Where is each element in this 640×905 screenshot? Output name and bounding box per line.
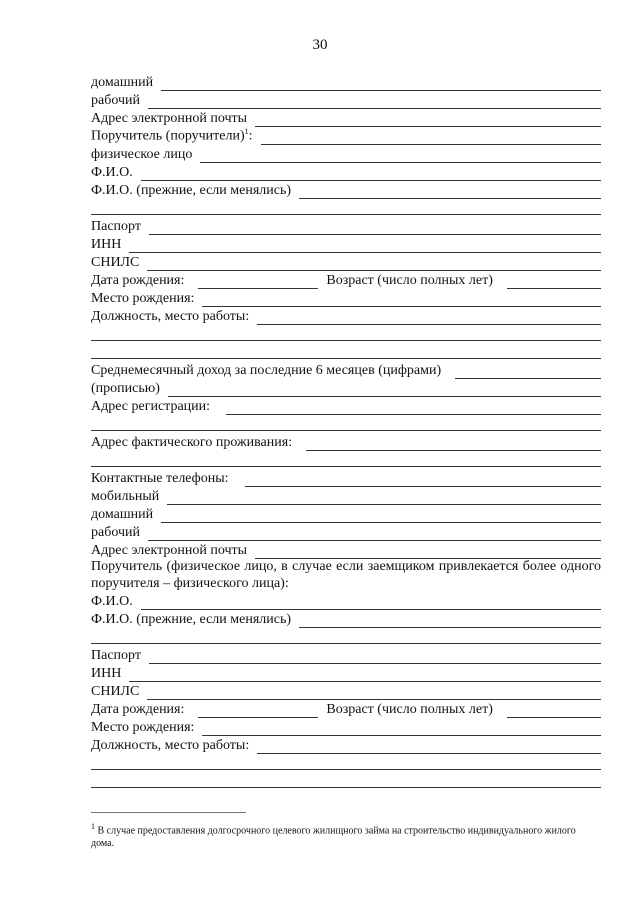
mobile-phone-label: мобильный — [91, 489, 160, 504]
passport-field[interactable] — [149, 222, 601, 235]
passport-label: Паспорт — [91, 219, 141, 234]
guarantors-row — [91, 128, 601, 145]
work-phone-field[interactable] — [148, 96, 601, 109]
income-digits-row — [91, 362, 601, 379]
guarantors-label-colon: : — [248, 129, 253, 144]
age-label-2: Возраст (число полных лет) — [326, 702, 493, 717]
birth-place-field-2[interactable] — [202, 723, 601, 736]
mobile-phone-field[interactable] — [167, 492, 601, 505]
fio-field-2[interactable] — [141, 597, 601, 610]
passport-row — [91, 218, 601, 235]
blank-line[interactable] — [91, 643, 601, 644]
birth-place-label-2: Место рождения: — [91, 720, 195, 735]
reg-address-field[interactable] — [226, 402, 601, 415]
snils-label-2: СНИЛС — [91, 684, 140, 699]
actual-address-label: Адрес фактического проживания: — [91, 435, 293, 450]
fio-label-2: Ф.И.О. — [91, 594, 133, 609]
home-phone-label-2: домашний — [91, 507, 154, 522]
blank-line[interactable] — [91, 787, 601, 788]
fio-row — [91, 164, 601, 181]
individual-label: физическое лицо — [91, 147, 193, 162]
birth-age-row — [91, 272, 601, 289]
footnote — [91, 820, 591, 850]
blank-line[interactable] — [91, 466, 601, 467]
footnote-text: В случае предоставления долгосрочного целевого жилищного займа на строительство индивидуального жилого дома. — [91, 825, 576, 850]
income-digits-field[interactable] — [455, 366, 601, 379]
income-digits-label: Среднемесячный доход за последние 6 месяцев (цифрами) — [91, 363, 442, 378]
footnote-ref: 1 — [244, 127, 249, 137]
age-field-2[interactable] — [507, 705, 601, 718]
home-phone-row — [91, 74, 601, 91]
position-field-2[interactable] — [257, 741, 601, 754]
birth-place-row-2 — [91, 719, 601, 736]
phones-row — [91, 470, 601, 487]
birth-date-label-2: Дата рождения: — [91, 702, 185, 717]
footnote-mark: 1 — [91, 822, 95, 831]
position-row — [91, 308, 601, 325]
mobile-phone-row — [91, 488, 601, 505]
blank-line[interactable] — [91, 214, 601, 215]
snils-row — [91, 254, 601, 271]
position-row-2 — [91, 737, 601, 754]
age-label: Возраст (число полных лет) — [326, 273, 493, 288]
age-field[interactable] — [507, 276, 601, 289]
home-phone-field-2[interactable] — [161, 510, 601, 523]
income-words-field[interactable] — [168, 384, 601, 397]
position-field[interactable] — [257, 312, 601, 325]
fio-field[interactable] — [141, 168, 601, 181]
inn-row — [91, 236, 601, 253]
individual-field[interactable] — [200, 150, 601, 163]
inn-label: ИНН — [91, 237, 122, 252]
position-label: Должность, место работы: — [91, 309, 250, 324]
actual-address-row — [91, 434, 601, 451]
snils-field-2[interactable] — [147, 687, 601, 700]
email-field[interactable] — [255, 114, 601, 127]
individual-row — [91, 146, 601, 163]
page-number: 30 — [312, 37, 328, 53]
home-phone-label: домашний — [91, 75, 154, 90]
fio-row-2 — [91, 593, 601, 610]
snils-label: СНИЛС — [91, 255, 140, 270]
inn-field[interactable] — [129, 240, 601, 253]
birth-date-label: Дата рождения: — [91, 273, 185, 288]
birth-place-field[interactable] — [202, 294, 601, 307]
fio-prev-row-2 — [91, 611, 601, 628]
guarantors-label-text: Поручитель (поручители) — [91, 129, 245, 144]
email-row-2 — [91, 542, 601, 559]
actual-address-field[interactable] — [306, 438, 601, 451]
birth-date-field-2[interactable] — [198, 705, 318, 718]
fio-prev-row — [91, 182, 601, 199]
passport-field-2[interactable] — [149, 651, 601, 664]
guarantors-field[interactable] — [261, 132, 601, 145]
snils-row-2 — [91, 683, 601, 700]
phones-field[interactable] — [245, 474, 601, 487]
position-label-2: Должность, место работы: — [91, 738, 250, 753]
blank-line[interactable] — [91, 430, 601, 431]
fio-label: Ф.И.О. — [91, 165, 133, 180]
birth-age-row-2 — [91, 701, 601, 718]
phones-label: Контактные телефоны: — [91, 471, 229, 486]
birth-date-field[interactable] — [198, 276, 318, 289]
income-words-label: (прописью) — [91, 381, 160, 396]
work-phone-row — [91, 92, 601, 109]
birth-place-label: Место рождения: — [91, 291, 195, 306]
inn-field-2[interactable] — [129, 669, 601, 682]
guarantor-note: Поручитель (физическое лицо, в случае если заемщиком привлекается более одного поручителя – физического лица): — [91, 559, 601, 591]
fio-prev-field-2[interactable] — [299, 615, 601, 628]
home-phone-field[interactable] — [161, 78, 601, 91]
reg-address-label: Адрес регистрации: — [91, 399, 211, 414]
footnote-separator — [91, 812, 246, 813]
email-label: Адрес электронной почты — [91, 111, 248, 126]
work-phone-row-2 — [91, 524, 601, 541]
fio-prev-label: Ф.И.О. (прежние, если менялись) — [91, 183, 292, 198]
blank-line[interactable] — [91, 769, 601, 770]
work-phone-label-2: рабочий — [91, 525, 140, 540]
reg-address-row — [91, 398, 601, 415]
work-phone-field-2[interactable] — [148, 528, 601, 541]
fio-prev-label-2: Ф.И.О. (прежние, если менялись) — [91, 612, 292, 627]
home-phone-row-2 — [91, 506, 601, 523]
income-words-row — [91, 380, 601, 397]
inn-row-2 — [91, 665, 601, 682]
passport-row-2 — [91, 647, 601, 664]
snils-field[interactable] — [147, 258, 601, 271]
work-phone-label: рабочий — [91, 93, 140, 108]
passport-label-2: Паспорт — [91, 648, 141, 663]
fio-prev-field[interactable] — [299, 186, 601, 199]
email-label-2: Адрес электронной почты — [91, 543, 248, 558]
inn-label-2: ИНН — [91, 666, 122, 681]
guarantors-label — [91, 123, 253, 145]
birth-place-row — [91, 290, 601, 307]
blank-line[interactable] — [91, 340, 601, 341]
blank-line[interactable] — [91, 358, 601, 359]
